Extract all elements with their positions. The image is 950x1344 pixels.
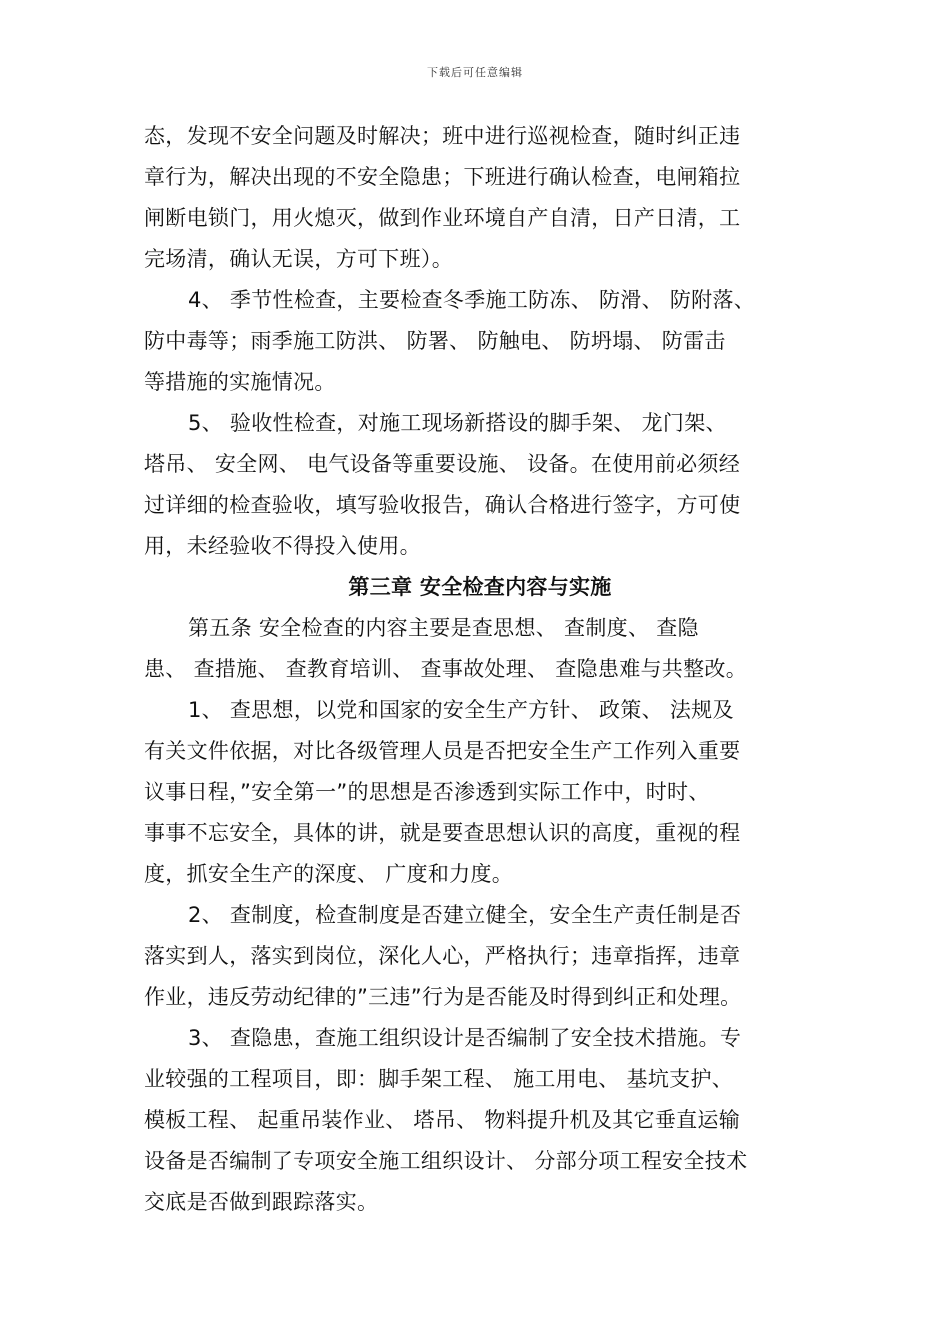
paragraph-line: 设备是否编制了专项安全施工组织设计、 分部分项工程安全技术: [144, 1149, 748, 1173]
paragraph-line: 防中毒等；雨季施工防洪、 防署、 防触电、 防坍塌、 防雷击: [144, 329, 726, 353]
paragraph-line: 过详细的检查验收，填写验收报告，确认合格进行签字，方可使: [144, 493, 741, 517]
paragraph-line: 态，发现不安全问题及时解决；班中进行巡视检查，随时纠正违: [144, 124, 741, 148]
paragraph-line: 业较强的工程项目，即：脚手架工程、 施工用电、 基坑支护、: [144, 1067, 734, 1091]
paragraph-line: 用，未经验收不得投入使用。: [144, 534, 421, 558]
paragraph-line: 5、 验收性检查，对施工现场新搭设的脚手架、 龙门架、: [188, 411, 727, 435]
chapter-heading: 第三章 安全检查内容与实施: [348, 575, 612, 599]
paragraph-line: 闸断电锁门，用火熄灭，做到作业环境自产自清，日产日清，工: [144, 206, 741, 230]
document-body: [144, 116, 810, 1223]
paragraph-line: 患、 查措施、 查教育培训、 查事故处理、 查隐患难与共整改。: [144, 657, 747, 681]
paragraph-line: 2、 查制度，检查制度是否建立健全，安全生产责任制是否: [188, 903, 742, 927]
paragraph-line: 模板工程、 起重吊装作业、 塔吊、 物料提升机及其它垂直运输: [144, 1108, 741, 1132]
paragraph-line: 度，抓安全生产的深度、 广度和力度。: [144, 862, 514, 886]
paragraph-line: 事事不忘安全，具体的讲，就是要查思想认识的高度，重视的程: [144, 821, 741, 845]
paragraph-line: 第五条 安全检查的内容主要是查思想、 查制度、 查隐: [188, 616, 699, 640]
paragraph-line: 完场清，确认无误，方可下班）。: [144, 247, 453, 271]
paragraph-line: 章行为，解决出现的不安全隐患；下班进行确认检查，电闸箱拉: [144, 165, 741, 189]
paragraph-line: 塔吊、 安全网、 电气设备等重要设施、 设备。在使用前必须经: [144, 452, 741, 476]
paragraph-line: 议事日程，”安全第一”的思想是否渗透到实际工作中，时时、: [144, 780, 710, 804]
paragraph-line: 3、 查隐患，查施工组织设计是否编制了安全技术措施。专: [188, 1026, 742, 1050]
paragraph-line: 4、 季节性检查，主要检查冬季施工防冻、 防滑、 防附落、: [188, 288, 756, 312]
paragraph-line: 作业，违反劳动纪律的”三违”行为是否能及时得到纠正和处理。: [144, 985, 742, 1009]
paragraph-line: 有关文件依据，对比各级管理人员是否把安全生产工作列入重要: [144, 739, 741, 763]
paragraph-line: 交底是否做到跟踪落实。: [144, 1190, 379, 1214]
paragraph-line: 落实到人，落实到岗位，深化人心，严格执行；违章指挥，违章: [144, 944, 741, 968]
paragraph-line: 等措施的实施情况。: [144, 370, 336, 394]
paragraph-line: 1、 查思想，以党和国家的安全生产方针、 政策、 法规及: [188, 698, 734, 722]
page-header: 下载后可任意编辑: [427, 66, 523, 79]
